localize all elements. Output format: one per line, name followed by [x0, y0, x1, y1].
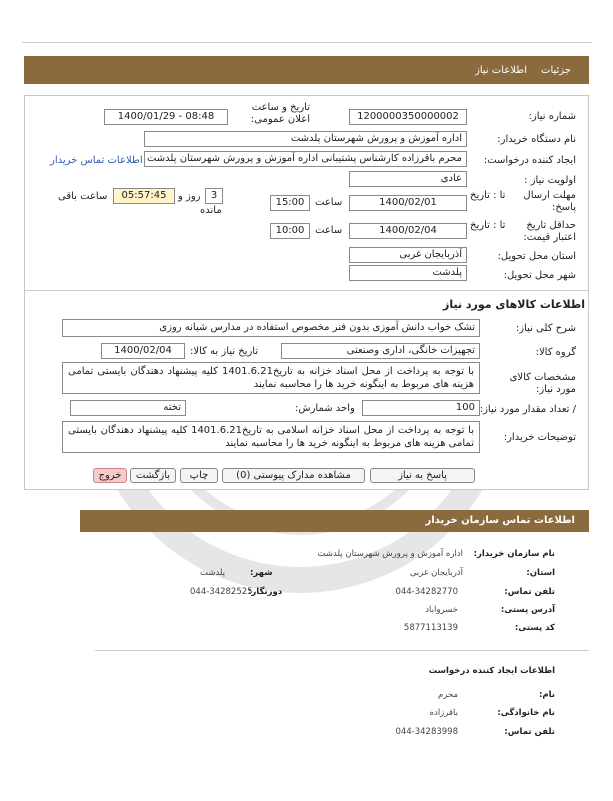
announce-datetime-field: 1400/01/29 - 08:48 — [104, 109, 228, 125]
quantity-field: 100 — [362, 400, 480, 416]
tab-details[interactable]: جزئیات — [541, 64, 571, 76]
postal-value: 5877113139 — [403, 623, 458, 633]
header-bar — [24, 56, 589, 84]
delivery-province-label: استان محل تحویل: — [497, 251, 576, 262]
announce-datetime-label: تاریخ و ساعت اعلان عمومی: — [250, 102, 310, 125]
org-name-label: نام سازمان خریدار: — [473, 549, 555, 559]
requester-first-name-value: محرم — [438, 690, 458, 700]
goods-group-field: تجهیزات خانگی، اداری وصنعتی — [281, 343, 480, 359]
need-number-field: 1200000350000002 — [349, 109, 467, 125]
buyer-notes-label: توضیحات خریدار: — [503, 432, 576, 443]
top-divider — [22, 42, 592, 43]
exit-button[interactable]: خروج — [93, 468, 127, 483]
unit-field: تخته — [70, 400, 186, 416]
price-time-label: ساعت — [315, 225, 343, 236]
buyer-org-label: نام دستگاه خریدار: — [497, 134, 576, 145]
address-label: آدرس پستی: — [500, 605, 555, 615]
specs-label: مشخصات کالای مورد نیاز: — [509, 372, 576, 395]
reply-deadline-label: مهلت ارسال پاسخ: — [523, 190, 576, 213]
buyer-contact-link[interactable]: اطلاعات تماس خریدار — [50, 155, 143, 166]
back-button[interactable]: بازگشت — [130, 468, 176, 483]
goods-section-title: اطلاعات کالاهای مورد نیاز — [443, 298, 585, 311]
general-desc-field: تشک خواب دانش آموزی بدون فنر مخصوص استفاده در مدارس شبانه روزی — [62, 319, 480, 337]
price-time-field: 10:00 — [270, 223, 310, 239]
delivery-city-field: پلدشت — [349, 265, 467, 281]
city-value: پلدشت — [200, 568, 226, 578]
reply-until-date-label: تا : تاریخ — [470, 190, 506, 201]
specs-field: با توجه به پرداخت از محل اسناد خزانه به تاریخ1401.6.21 کلیه پیشنهاد دهندگان بایستی تمامی هزینه های مربوط به اینگونه خرید ها را محاسبه نمایند — [62, 362, 480, 394]
requester-phone-label: تلفن تماس: — [504, 727, 555, 737]
remaining-label: ساعت باقی — [58, 191, 108, 202]
contact-section-bar: اطلاعات تماس سازمان خریدار — [80, 510, 589, 532]
goods-divider — [25, 290, 588, 291]
price-date-field: 1400/02/04 — [349, 223, 467, 239]
price-validity-label: حداقل تاریخ اعتبار قیمت: — [523, 220, 576, 243]
fax-value: 044-34282525 — [190, 587, 253, 597]
buyer-notes-field: با توجه به پرداخت از محل اسناد خزانه اسلامی به تاریخ1401.6.21 کلیه پیشنهاد دهندگان بایستی تمامی هزینه های مربوط به اینگونه خرید ها را محاسبه نمایند — [62, 421, 480, 453]
print-button[interactable]: چاپ — [180, 468, 218, 483]
reply-time-label: ساعت — [315, 197, 343, 208]
days-label: روز و — [178, 191, 201, 202]
requester-label: ایجاد کننده درخواست: — [483, 155, 576, 166]
province-label: استان: — [526, 568, 555, 578]
days-remaining-field: 3 — [205, 188, 223, 204]
org-name-value: اداره آموزش و پرورش شهرستان پلدشت — [317, 549, 463, 559]
general-desc-label: شرح کلی نیاز: — [515, 323, 576, 334]
phone-label: تلفن تماس: — [504, 587, 555, 597]
need-date-field: 1400/02/04 — [101, 343, 185, 359]
reply-button[interactable]: پاسخ به نیاز — [370, 468, 475, 483]
postal-label: کد پستی: — [514, 623, 555, 633]
quantity-label: / تعداد مقدار مورد نیاز: — [479, 404, 576, 415]
delivery-city-label: شهر محل تحویل: — [503, 270, 576, 281]
tab-need-info[interactable]: اطلاعات نیاز — [475, 64, 528, 76]
need-date-label: تاریخ نیاز به کالا: — [190, 346, 259, 357]
price-until-date-label: تا : تاریخ — [470, 220, 506, 231]
phone-value: 044-34282770 — [395, 587, 458, 597]
reply-time-field: 15:00 — [270, 195, 310, 211]
province-value: آذربایجان غربی — [409, 568, 463, 578]
remaining-suffix-label: مانده — [200, 205, 222, 216]
buyer-org-field: اداره آموزش و پرورش شهرستان پلدشت — [144, 131, 467, 147]
requester-field: محرم باقرزاده کارشناس پشتیبانی اداره آموزش و پرورش شهرستان پلدشت — [144, 151, 467, 167]
requester-section-title: اطلاعات ایجاد کننده درخواست — [428, 666, 555, 676]
goods-group-label: گروه کالا: — [535, 347, 576, 358]
priority-field: عادی — [349, 171, 467, 187]
requester-first-name-label: نام: — [538, 690, 555, 700]
attachments-button[interactable]: مشاهده مدارک پیوستی (0) — [222, 468, 365, 483]
requester-phone-value: 044-34283998 — [395, 727, 458, 737]
address-value: خسرواباد — [425, 605, 458, 615]
city-label: شهر: — [250, 568, 273, 578]
unit-label: واحد شمارش: — [295, 403, 355, 414]
reply-date-field: 1400/02/01 — [349, 195, 467, 211]
requester-last-name-value: باقرزاده — [429, 708, 458, 718]
remaining-time-field: 05:57:45 — [113, 188, 175, 204]
priority-label: اولویت نیاز : — [524, 175, 576, 186]
delivery-province-field: آذربایجان غربی — [349, 247, 467, 263]
requester-last-name-label: نام خانوادگی: — [497, 708, 555, 718]
need-number-label: شماره نیاز: — [528, 111, 576, 122]
requester-divider — [95, 650, 589, 651]
fax-label: دورنگار: — [248, 587, 283, 597]
